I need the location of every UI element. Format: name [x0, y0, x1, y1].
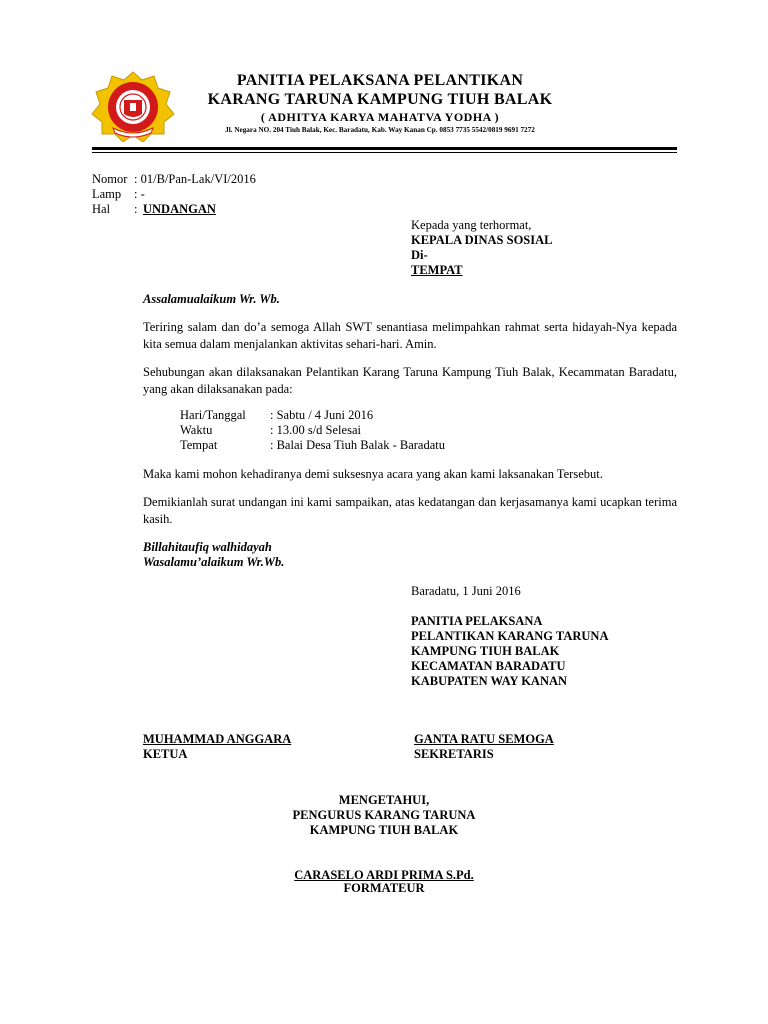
org-line-5: KABUPATEN WAY KANAN — [411, 674, 568, 688]
detail-value-time: : 13.00 s/d Selesai — [270, 423, 361, 437]
recipient-di: Di- — [411, 248, 428, 262]
karang-taruna-emblem-icon — [90, 70, 176, 142]
nomor-label: Nomor — [92, 172, 128, 186]
paragraph-4: Demikianlah surat undangan ini kami sampaikan, atas kedatangan dan kerjasamanya kami ucapkan terima kasih. — [143, 495, 677, 526]
chairman-name: MUHAMMAD ANGGARA — [143, 732, 292, 746]
letterhead-title: PANITIA PELAKSANA PELANTIKAN — [236, 72, 524, 89]
secretary-title: SEKRETARIS — [414, 747, 494, 761]
acknowledged-org-2: KAMPUNG TIUH BALAK — [309, 823, 459, 837]
org-line-1: PANITIA PELAKSANA — [411, 614, 543, 628]
paragraph-3: Maka kami mohon kehadiranya demi suksesnya acara yang akan kami laksanakan Tersebut. — [143, 467, 603, 481]
formateur-name: CARASELO ARDI PRIMA S.Pd. — [294, 868, 474, 882]
letterhead-org: KARANG TARUNA KAMPUNG TIUH BALAK — [207, 91, 553, 108]
hal-label: Hal — [92, 202, 111, 216]
recipient-name: KEPALA DINAS SOSIAL — [411, 233, 553, 247]
letterhead-motto: ( ADHITYA KARYA MAHATVA YODHA ) — [260, 110, 500, 124]
detail-value-place: : Balai Desa Tiuh Balak - Baradatu — [270, 438, 445, 452]
paragraph-2: Sehubungan akan dilaksanakan Pelantikan Karang Taruna Kampung Tiuh Balak, Kecammatan Baradatu, yang akan dilaksanakan pada: — [143, 365, 677, 396]
secretary-name: GANTA RATU SEMOGA — [414, 732, 554, 746]
recipient-greeting: Kepada yang terhormat, — [411, 218, 532, 232]
letterhead-address: Jl. Negara NO. 204 Tiuh Balak, Kec. Baradatu, Kab. Way Kanan Cp. 0853 7735 5542/0819 9691 7272 — [225, 126, 535, 134]
chairman-title: KETUA — [143, 747, 188, 761]
org-line-4: KECAMATAN BARADATU — [411, 659, 566, 673]
formateur-title: FORMATEUR — [343, 881, 425, 895]
closing-salutation: Wasalamu’alaikum Wr.Wb. — [143, 555, 285, 569]
recipient-place: TEMPAT — [411, 263, 463, 277]
header-divider-thin — [92, 152, 677, 153]
nomor-value: : 01/B/Pan-Lak/VI/2016 — [134, 172, 256, 186]
acknowledged-org-1: PENGURUS KARANG TARUNA — [292, 808, 476, 822]
acknowledged-label: MENGETAHUI, — [338, 793, 430, 807]
hal-colon: : — [134, 202, 138, 216]
paragraph-1: Teriring salam dan do’a semoga Allah SWT senantiasa melimpahkan rahmat serta hidayah-Nya kepada kita semua dalam menjalankan aktivitas sehari-hari. Amin. — [143, 320, 677, 351]
detail-label-time: Waktu — [180, 423, 213, 437]
lamp-value: : - — [134, 187, 145, 201]
header-divider — [92, 147, 677, 150]
org-line-3: KAMPUNG TIUH BALAK — [411, 644, 560, 658]
detail-label-date: Hari/Tanggal — [180, 408, 246, 422]
org-line-2: PELANTIKAN KARANG TARUNA — [411, 629, 609, 643]
hal-value: UNDANGAN — [143, 202, 216, 216]
lamp-label: Lamp — [92, 187, 122, 201]
detail-value-date: : Sabtu / 4 Juni 2016 — [270, 408, 374, 422]
salutation: Assalamualaikum Wr. Wb. — [143, 292, 280, 306]
detail-label-place: Tempat — [180, 438, 218, 452]
closing-prayer: Billahitaufiq walhidayah — [143, 540, 272, 554]
letter-date: Baradatu, 1 Juni 2016 — [411, 584, 521, 598]
